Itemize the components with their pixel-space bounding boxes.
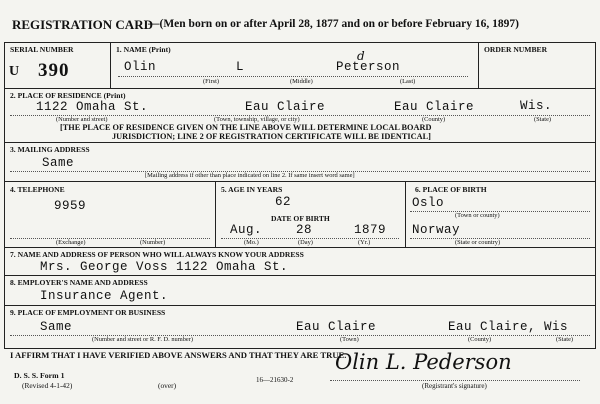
affirmation-text: I AFFIRM THAT I HAVE VERIFIED ABOVE ANSWERS AND THAT THEY ARE TRUE. [10, 350, 347, 360]
name-middle-caption: (Middle) [290, 78, 313, 85]
dob-year-caption: (Yr.) [358, 239, 371, 246]
residence-street-caption: (Number and street) [56, 116, 108, 123]
dob-year: 1879 [354, 223, 387, 237]
employment-town-caption: (Town) [340, 336, 359, 343]
birthplace-town: Oslo [412, 196, 445, 210]
dob-month: Aug. [230, 223, 263, 237]
telephone-value: 9959 [54, 199, 87, 213]
residence-county-caption: (County) [422, 116, 446, 123]
name-label: 1. NAME (Print) [116, 45, 171, 54]
mailing-address-value: Same [42, 156, 75, 170]
name-last-caption: (Last) [400, 78, 416, 85]
name-middle: L [236, 60, 245, 74]
employment-county: Eau Claire, Wis [448, 320, 569, 334]
employer-value: Insurance Agent. [40, 289, 169, 303]
telephone-exchange-caption: (Exchange) [56, 239, 86, 246]
name-first: Olin [124, 60, 157, 74]
dob-day-caption: (Day) [298, 239, 313, 246]
contact-value: Mrs. George Voss 1122 Omaha St. [40, 260, 289, 274]
dob-day: 28 [296, 223, 313, 237]
residence-street: 1122 Omaha St. [36, 100, 149, 114]
name-last: Peterson [336, 60, 401, 74]
form-code: 16—21630-2 [256, 376, 294, 384]
dob-label: DATE OF BIRTH [271, 214, 330, 223]
residence-town-caption: (Town, township, village, or city) [214, 116, 300, 123]
serial-number-value: 390 [38, 60, 70, 81]
residence-town: Eau Claire [245, 100, 326, 114]
employment-town: Eau Claire [296, 320, 377, 334]
mailing-address-caption: [Mailing address if other than place indicated on line 2. If same insert word same] [145, 172, 355, 179]
name-last-correction: d [357, 49, 365, 63]
contact-label: 7. NAME AND ADDRESS OF PERSON WHO WILL ALWAYS KNOW YOUR ADDRESS [10, 250, 304, 259]
form-revised: (Revised 4-1-42) [22, 381, 73, 390]
serial-prefix: U [9, 64, 20, 79]
residence-county: Eau Claire [394, 100, 475, 114]
birthplace-state-caption: (State or country) [455, 239, 501, 246]
residence-label: 2. PLACE OF RESIDENCE (Print) [10, 91, 126, 100]
residence-state: Wis. [520, 99, 553, 113]
serial-number-label: SERIAL NUMBER [10, 45, 74, 54]
form-name: D. S. S. Form 1 [14, 371, 65, 380]
telephone-number-caption: (Number) [140, 239, 166, 246]
employment-state-caption: (State) [556, 336, 574, 343]
employment-address-caption: (Number and street or R. F. D. number) [92, 336, 194, 343]
residence-note-line2: JURISDICTION; LINE 2 OF REGISTRATION CERTIFICATE WILL BE IDENTICAL] [112, 132, 431, 141]
name-first-caption: (First) [203, 78, 219, 85]
employer-label: 8. EMPLOYER'S NAME AND ADDRESS [10, 278, 148, 287]
age-value: 62 [275, 195, 292, 209]
dob-month-caption: (Mo.) [244, 239, 259, 246]
form-over: (over) [158, 381, 177, 390]
residence-note-line1: [THE PLACE OF RESIDENCE GIVEN ON THE LINE ABOVE WILL DETERMINE LOCAL BOARD [60, 123, 432, 132]
telephone-label: 4. TELEPHONE [10, 185, 65, 194]
card-title-note: —(Men born on or after April 28, 1877 and on or before February 16, 1897) [148, 18, 519, 30]
registrant-signature: Olin L. Pederson [335, 350, 512, 374]
birthplace-label: 6. PLACE OF BIRTH [415, 185, 487, 194]
order-number-label: ORDER NUMBER [484, 45, 548, 54]
mailing-address-label: 3. MAILING ADDRESS [10, 145, 90, 154]
age-label: 5. AGE IN YEARS [221, 185, 283, 194]
employment-label: 9. PLACE OF EMPLOYMENT OR BUSINESS [10, 308, 166, 317]
signature-caption: (Registrant's signature) [422, 382, 487, 390]
employment-address: Same [40, 320, 73, 334]
birthplace-country: Norway [412, 223, 461, 237]
residence-state-caption: (State) [534, 116, 552, 123]
card-title: REGISTRATION CARD [12, 17, 153, 32]
birthplace-town-caption: (Town or county) [455, 212, 500, 219]
employment-county-caption: (County) [468, 336, 492, 343]
